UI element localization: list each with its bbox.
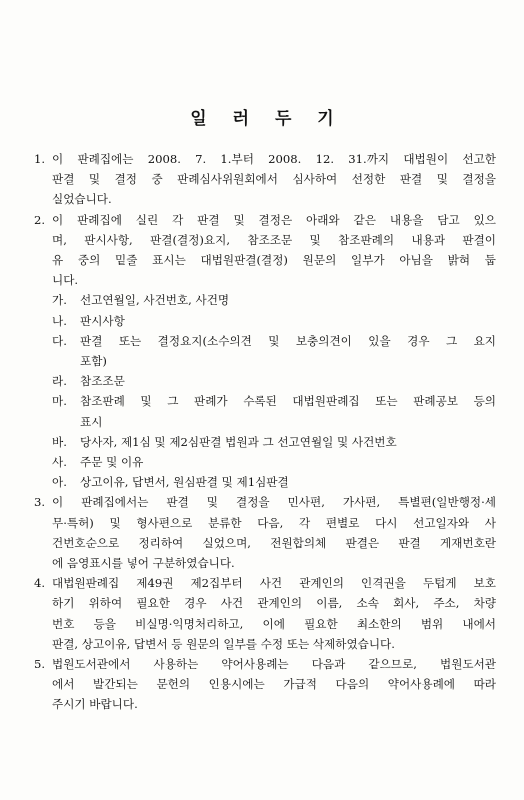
text-line: 참조판례 및 그 판례가 수록된 대법원판례집 또는 판례공보 등의 [80, 394, 496, 409]
list-item [34, 210, 496, 493]
sub-list-item [52, 472, 496, 492]
list-item-text [52, 492, 496, 573]
text-line: 며, 판시사항, 판결(결정)요지, 참조조문 및 참조판례의 내용과 판결이 [52, 232, 496, 247]
text-line: 법원도서관에서 사용하는 약어사용례는 다음과 같으므로, 법원도서관 [52, 657, 496, 672]
sub-list-item-text [80, 472, 496, 492]
sub-list-item-text [80, 432, 496, 452]
sub-list-item-text [80, 391, 496, 431]
list-item-row [34, 149, 496, 210]
text-line: 에 음영표시를 넣어 구분하였습니다. [52, 556, 235, 571]
text-line: 참조조문 [80, 374, 125, 389]
sub-list-item-label: 바. [52, 434, 67, 449]
list-item-row [34, 210, 496, 291]
sub-list-item [52, 371, 496, 391]
text-line: 판시사항 [80, 313, 125, 328]
text-line: 포함) [80, 354, 107, 369]
text-line: 실었습니다. [52, 192, 112, 207]
list-item-number: 2. [34, 212, 46, 227]
sub-list-item [52, 432, 496, 452]
sub-list-item-label: 라. [52, 374, 67, 389]
sub-list-item-text [80, 371, 496, 391]
list-item [34, 492, 496, 573]
text-line: 하기 위하여 필요한 경우 사건 관계인의 이름, 소속 회사, 주소, 차량 [52, 596, 496, 611]
text-line: 당사자, 제1심 및 제2심판결 법원과 그 선고연월일 및 사건번호 [80, 434, 397, 449]
notes-list [34, 149, 496, 715]
list-item [34, 654, 496, 715]
text-line: 에서 발간되는 문헌의 인용시에는 가급적 다음의 약어사용례에 따라 [52, 677, 496, 692]
list-item-text [52, 210, 496, 291]
text-line: 주시기 바랍니다. [52, 697, 138, 712]
text-line: 선고연월일, 사건번호, 사건명 [80, 293, 230, 308]
sub-list-item-label: 사. [52, 455, 67, 470]
text-line: 유 중의 밑줄 표시는 대법원판결(결정) 원문의 일부가 아님을 밝혀 둡 [52, 253, 496, 268]
sub-list-item-label: 다. [52, 333, 67, 348]
list-item [34, 149, 496, 210]
sub-list-item [52, 290, 496, 310]
text-line: 판결 또는 결정요지(소수의견 및 보충의견이 있을 경우 그 요지 [80, 333, 496, 348]
list-item-number: 5. [34, 657, 46, 672]
list-item-number: 1. [34, 152, 46, 166]
text-line: 니다. [52, 273, 79, 288]
text-line: 상고이유, 답변서, 원심판결 및 제1심판결 [80, 475, 289, 490]
sub-list-item-label: 가. [52, 293, 67, 308]
list-item-row [34, 492, 496, 573]
text-line: 이 판례집에 실린 각 판결 및 결정은 아래와 같은 내용을 담고 있으 [52, 212, 496, 227]
sub-list-item [52, 331, 496, 371]
sub-list-item-text [80, 311, 496, 331]
list-item-number: 4. [34, 576, 46, 591]
list-item-text [52, 149, 496, 210]
sub-list-item [52, 452, 496, 472]
list-item-number: 3. [34, 495, 46, 510]
sub-list-item-label: 마. [52, 394, 67, 409]
list-item-row [34, 573, 496, 654]
sub-list-item-label: 나. [52, 313, 67, 328]
text-line: 번호 등을 비실명·익명처리하고, 이에 필요한 최소한의 범위 내에서 [52, 616, 496, 631]
sub-list-item-text [80, 331, 496, 371]
text-line: 이 판례집에서는 판결 및 결정을 민사편, 가사편, 특별편(일반행정·세 [52, 495, 496, 510]
sub-list-item-text [80, 290, 496, 310]
sub-list-item [52, 391, 496, 431]
text-line: 대법원판례집 제49권 제2집부터 사건 관계인의 인격권을 두텁게 보호 [52, 576, 496, 591]
text-line: 건번호순으로 정리하여 실었으며, 전원합의체 판결은 판결 게재번호란 [52, 535, 496, 550]
list-item-row [34, 654, 496, 715]
text-line: 무·특허) 및 형사편으로 분류한 다음, 각 편별로 다시 선고일자와 사 [52, 515, 496, 530]
text-line: 이 판례집에는 2008. 7. 1.부터 2008. 12. 31.까지 대법원이 선고한 [52, 152, 496, 166]
sub-list-item-label: 아. [52, 475, 67, 490]
text-line: 판결 및 결정 중 판례심사위원회에서 심사하여 선정한 판결 및 결정을 [52, 172, 496, 187]
list-item-text [52, 654, 496, 715]
page-title: 일 러 두 기 [190, 109, 344, 129]
text-line: 판결, 상고이유, 답변서 등 원문의 일부를 수정 또는 삭제하였습니다. [52, 636, 395, 651]
text-line: 표시 [80, 414, 103, 429]
sub-list-item-text [80, 452, 496, 472]
list-item-text [52, 573, 496, 654]
sub-list-item [52, 311, 496, 331]
list-item [34, 573, 496, 654]
text-line: 주문 및 이유 [80, 455, 144, 470]
